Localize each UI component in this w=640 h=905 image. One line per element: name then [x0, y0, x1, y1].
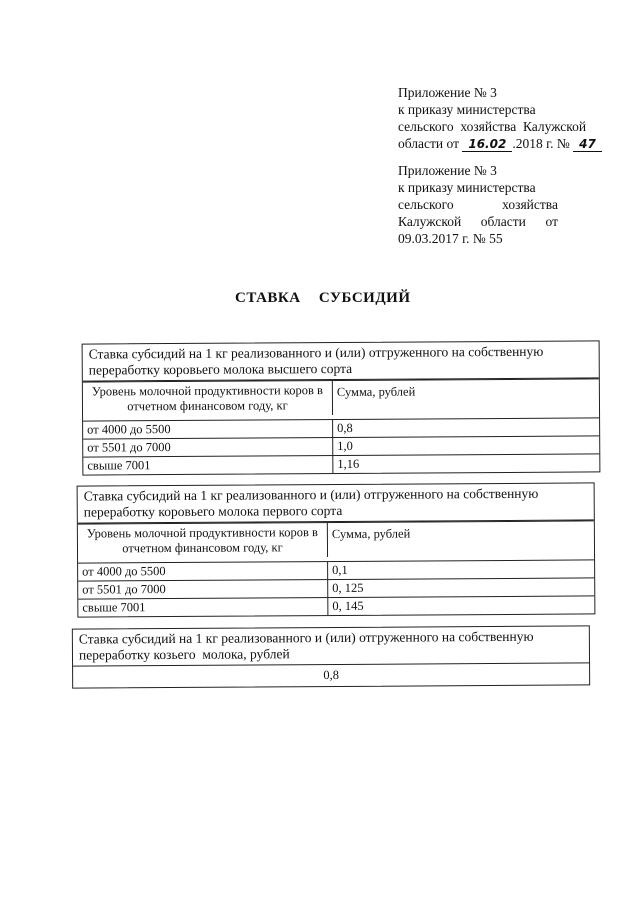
annex-current-date-year: .2018 г. №	[512, 136, 570, 151]
annex-current	[398, 84, 628, 153]
goat-milk-rate-value: 0,8	[323, 667, 339, 683]
annex-current-date-prefix: области от	[398, 136, 459, 151]
table-row	[83, 435, 599, 456]
table-first-header: Ставка субсидий на 1 кг реализованного и (или) отгруженного на собственную переработку коровьего молока первого сорта	[78, 483, 594, 523]
table-first-grade	[77, 482, 596, 617]
range-cell: от 5501 до 7000	[83, 438, 333, 457]
table-row	[83, 417, 599, 438]
annex-current-line2: к приказу министерства	[398, 102, 536, 117]
annex-current-line3: сельского хозяйства Калужской	[398, 119, 587, 134]
annex-previous-word-ot: от	[545, 214, 558, 229]
column-header-sum: Сумма, рублей	[336, 384, 416, 400]
annex-current-line1: Приложение № 3	[398, 85, 497, 100]
handwritten-date: 16.02	[462, 137, 512, 152]
annex-previous-line2: к приказу министерства	[398, 180, 536, 195]
table-premium-header: Ставка субсидий на 1 кг реализованного и (или) отгруженного на собственную переработку коровьего молока высшего сорта	[83, 341, 599, 381]
annex-previous-word-selskogo: сельского	[398, 197, 454, 212]
table-row	[78, 577, 594, 598]
table-first-column-headers	[78, 520, 594, 562]
annex-previous-line4	[398, 213, 558, 230]
annex-previous-line1: Приложение № 3	[398, 163, 497, 178]
table-goat-header: Ставка субсидий на 1 кг реализованного и (или) отгруженного на собственную переработку козьего молока, рублей	[73, 626, 589, 666]
range-cell: от 4000 до 5500	[78, 562, 328, 581]
range-cell: от 5501 до 7000	[78, 580, 328, 599]
sum-cell: 0,8	[337, 420, 353, 436]
sum-cell: 0, 145	[332, 598, 364, 614]
table-row	[78, 595, 594, 616]
column-header-productivity: Уровень молочной продуктивности коров в отчетном финансовом году, кг	[83, 381, 333, 417]
table-goat-milk	[72, 625, 590, 688]
range-cell: свыше 7001	[83, 456, 333, 475]
annex-current-line4	[398, 135, 628, 153]
sum-cell: 0,1	[332, 562, 348, 578]
table-row	[78, 559, 594, 580]
annex-previous-word-hozyaistva: хозяйства	[502, 197, 558, 212]
table-premium-column-headers	[83, 378, 599, 420]
table-premium-grade	[82, 340, 601, 475]
column-header-productivity: Уровень молочной продуктивности коров в отчетном финансовом году, кг	[78, 523, 328, 559]
annex-previous-line3	[398, 196, 558, 213]
range-cell: от 4000 до 5500	[83, 420, 333, 439]
handwritten-order-number: 47	[573, 137, 602, 152]
annex-previous-word-kaluzhskoi: Калужской	[398, 214, 462, 229]
sum-cell: 0, 125	[332, 580, 364, 596]
annex-previous-line5: 09.03.2017 г. № 55	[398, 231, 503, 246]
annex-previous	[398, 162, 558, 247]
column-header-sum: Сумма, рублей	[331, 526, 411, 542]
document-title: СТАВКА СУБСИДИЙ	[235, 290, 411, 306]
sum-cell: 1,16	[337, 456, 360, 472]
table-row	[83, 453, 599, 474]
range-cell: свыше 7001	[78, 598, 328, 617]
annex-previous-word-oblasti: области	[480, 214, 526, 229]
sum-cell: 1,0	[337, 438, 353, 454]
